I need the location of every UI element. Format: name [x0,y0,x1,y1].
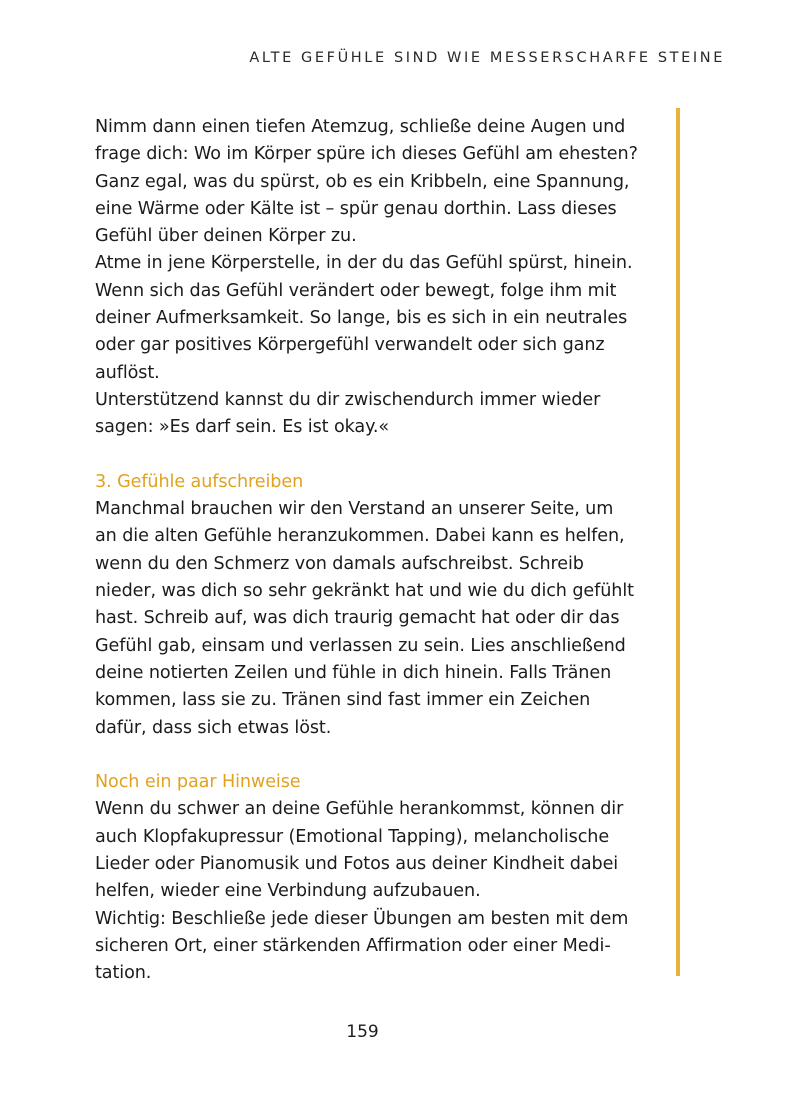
paragraph-breathing: Nimm dann einen tiefen Atemzug, schließe deine Augen und frage dich: Wo im Körper spüre ich dieses Gefühl am ehesten? Ganz egal, was du spürst, ob es ein Kribbeln, eine Spannung, eine Wärme oder Kälte ist – spür genau dorthin. Lass dieses Gefühl über deinen Körper zu. [95,117,638,247]
paragraph-important: Wichtig: Beschließe jede dieser Übungen am besten mit dem sicheren Ort, einer stärkenden Affirmation oder einer Meditation. [95,908,629,984]
section-spacer [95,442,638,469]
section-heading-hints: Noch ein paar Hinweise [95,772,301,793]
paragraph-write-feelings: Manchmal brauchen wir den Verstand an unserer Seite, um an die alten Gefühle heranzukommen. Dabei kann es helfen, wenn du den Schmerz von damals aufschreibst. Schreib nieder, was dich so sehr gekränkt hat und wie du dich gefühlt hast. Schreib auf, was dich traurig gemacht hat oder dir das Gefühl gab, einsam und verlassen zu sein. Lies anschließend deine notierten Zeilen und fühle in dich hinein. Falls Tränen kommen, lass sie zu. Tränen sind fast immer ein Zeichen dafür, dass sich etwas löst. [95,499,634,738]
paragraph-breathe-in: Atme in jene Körperstelle, in der du das Gefühl spürst, hinein. Wenn sich das Gefühl verändert oder bewegt, folge ihm mit deiner Aufmerksamkeit. So lange, bis es sich in ein neutrales oder gar positives Körpergefühl verwandelt oder sich ganz auflöst. [95,253,633,383]
paragraph-hints: Wenn du schwer an deine Gefühle herankommst, können dir auch Klopfakupressur (Emotional Tapping), melancholische Lieder oder Pianomusik und Fotos aus deiner Kindheit dabei helfen, wieder eine Verbindung aufzubauen. [95,799,624,902]
section-spacer [95,742,638,769]
section-heading-write-feelings: 3. Gefühle aufschreiben [95,471,304,492]
paragraph-supportive-phrase: Unterstützend kannst du dir zwischendurch immer wieder sagen: »Es darf sein. Es ist okay.« [95,389,601,438]
page-number: 159 [346,1022,379,1042]
accent-side-rule [676,108,680,976]
body-text [95,114,638,988]
running-header: ALTE GEFÜHLE SIND WIE MESSERSCHARFE STEINE [249,50,725,66]
